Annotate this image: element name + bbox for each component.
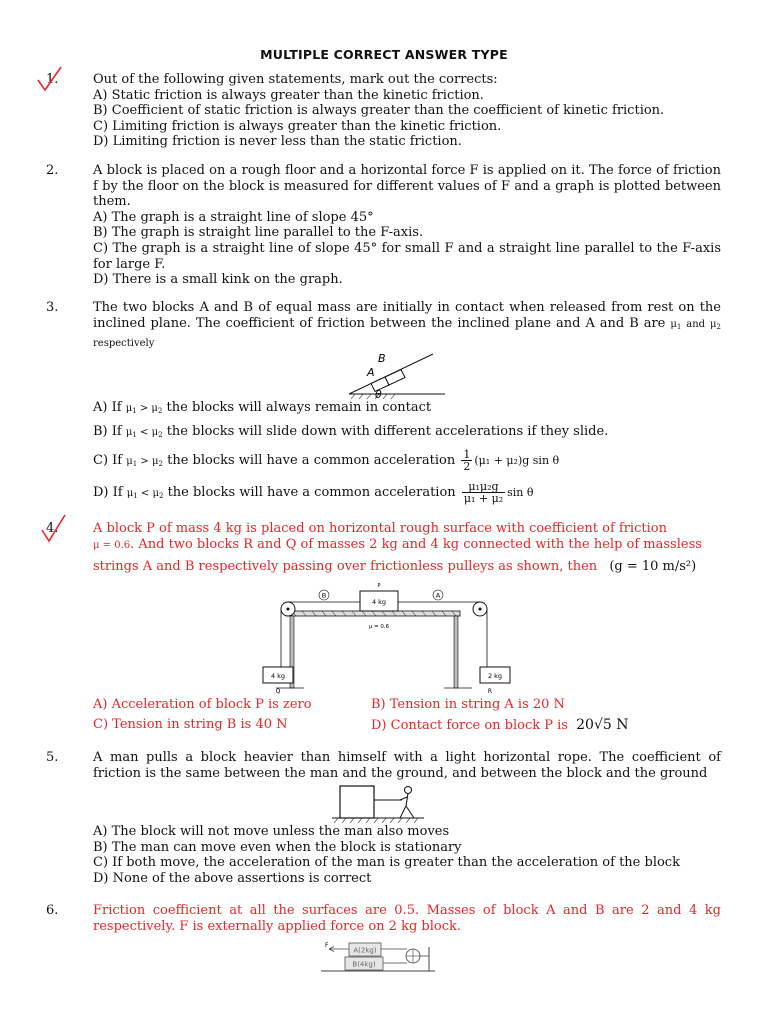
question-number: 1. — [46, 72, 59, 87]
mu-2: $\mu_2$ — [710, 318, 722, 331]
option-d: D) If $\mu_1 < \mu_2$ the blocks will have a common acceleration $\frac{\text{μ₁μ₂g}}{\text{μ₁ + μ₂}}$ sin θ — [93, 479, 534, 505]
option-a: A) Static friction is always greater than the kinetic friction. — [93, 87, 484, 103]
option-a: A) If $\mu_1 > \mu_2$ the blocks will always remain in contact — [93, 400, 432, 415]
question-stem: The two blocks A and B of equal mass are initially in contact when released from rest on the inclined plane. The coefficient of friction between the inclined plane and A and B are $\mu_1$ and $\mu_2$ respectively — [93, 300, 722, 350]
options — [93, 824, 721, 886]
question-stem-text: The two blocks A and B of equal mass are initially in contact when released from rest on the inclined plane. The coefficient of friction between the inclined plane and A and B are — [93, 300, 721, 331]
block-p-mass: 4 kg — [371, 598, 387, 606]
label-theta: θ — [375, 388, 382, 401]
option-b: B) The graph is straight line parallel to the F-axis. — [93, 225, 424, 241]
block-b-label: B(4kg) — [352, 960, 376, 969]
question-stem: A block is placed on a rough floor and a horizontal force F is applied on it. The force of friction f by the floor on the block is measured for different values of F and a graph is plotted between them. — [93, 163, 721, 210]
question-body — [93, 72, 721, 150]
block-q-mass: 4 kg — [270, 672, 286, 680]
option-d: D) There is a small kink on the graph. — [93, 272, 343, 288]
question-stem: Friction coefficient at all the surfaces are 0.5. Masses of block A and B are 2 and 4 kg respectively. F is externally applied force on 2 kg block. — [93, 903, 721, 934]
question-line-3: strings A and B respectively passing over frictionless pulleys as shown, then (g = 10 m/s²) — [93, 559, 697, 575]
option-a: A) The graph is a straight line of slope 45° — [93, 209, 374, 225]
option-c: C) Limiting friction is always greater than the kinetic friction. — [93, 118, 502, 134]
option-c: C) The graph is a straight line of slope 45° for small F and a straight line parallel to the F-axis for large F. — [93, 240, 721, 272]
block-a-label: A(2kg) — [353, 946, 377, 955]
question-number: 5. — [46, 750, 59, 765]
question-line-1: A block P of mass 4 kg is placed on horizontal rough surface with coefficient of friction — [93, 521, 667, 536]
options-left — [93, 695, 312, 735]
option-a: A) Acceleration of block P is zero — [93, 697, 312, 712]
option-d: D) None of the above assertions is correct — [93, 870, 372, 886]
check-mark-icon — [36, 66, 62, 94]
label-string-b: B — [321, 591, 327, 600]
option-b: B) Coefficient of static friction is always greater than the coefficient of kinetic friction. — [93, 103, 665, 119]
label-f: F — [325, 942, 329, 949]
stacked-blocks-diagram — [315, 939, 440, 973]
question-number: 4. — [46, 521, 59, 536]
fraction: $\frac{1}{2}$ — [463, 448, 471, 474]
option-b: B) If $\mu_1 < \mu_2$ the blocks will slide down with different accelerations if they slide. — [93, 423, 609, 439]
option-a: A) The block will not move unless the man also moves — [93, 824, 450, 839]
question-body — [93, 521, 721, 575]
option-b: B) Tension in string A is 20 N — [371, 697, 565, 712]
man-block-diagram — [330, 780, 426, 824]
question-body — [93, 750, 721, 781]
label-b: B — [378, 352, 386, 365]
label-mu: μ = 0.6 — [368, 624, 390, 630]
option-b: B) The man can move even when the block is stationary — [93, 839, 462, 855]
label-a: A — [367, 366, 375, 379]
option-d: D) Contact force on block P is 20√5 N — [371, 717, 629, 733]
label-p: P — [377, 583, 381, 589]
option-d: D) Limiting friction is never less than the static friction. — [93, 134, 462, 150]
question-line-2: μ = 0.6. And two blocks R and Q of masses 2 kg and 4 kg connected with the help of massless — [93, 536, 702, 552]
question-number: 2. — [46, 163, 59, 178]
options-right — [371, 695, 628, 736]
pulley-diagram — [258, 581, 503, 699]
option-c: C) Tension in string B is 40 N — [93, 717, 288, 732]
label-string-a: A — [435, 591, 441, 600]
check-mark-icon — [40, 514, 66, 544]
gravity-value: (g = 10 m/s²) — [609, 559, 697, 575]
question-stem: A man pulls a block heavier than himself with a light horizontal rope. The coefficient of friction is the same between the man and the ground, and between the block and the ground — [93, 750, 721, 781]
question-stem: Out of the following given statements, mark out the corrects: — [93, 72, 498, 87]
mu-1: $\mu_1$ — [670, 318, 682, 331]
label-r: R — [487, 688, 493, 695]
page-title: MULTIPLE CORRECT ANSWER TYPE — [260, 47, 508, 62]
incline-diagram — [345, 348, 455, 400]
question-body — [93, 163, 721, 288]
option-c: C) If both move, the acceleration of the man is greater than the acceleration of the block — [93, 855, 680, 871]
question-number: 6. — [46, 903, 59, 918]
option-c: C) If $\mu_1 > \mu_2$ the blocks will have a common acceleration $\frac{1}{2}$ (μ₁ + μ₂)g sin θ — [93, 448, 560, 474]
options — [93, 400, 721, 504]
question-number: 3. — [46, 300, 59, 315]
fraction: $\frac{\text{μ₁μ₂g}}{\text{μ₁ + μ₂}}$ — [463, 479, 504, 505]
question-body — [93, 903, 721, 934]
label-q: Q — [275, 688, 281, 695]
question-body — [93, 300, 721, 352]
block-r-mass: 2 kg — [487, 672, 503, 680]
